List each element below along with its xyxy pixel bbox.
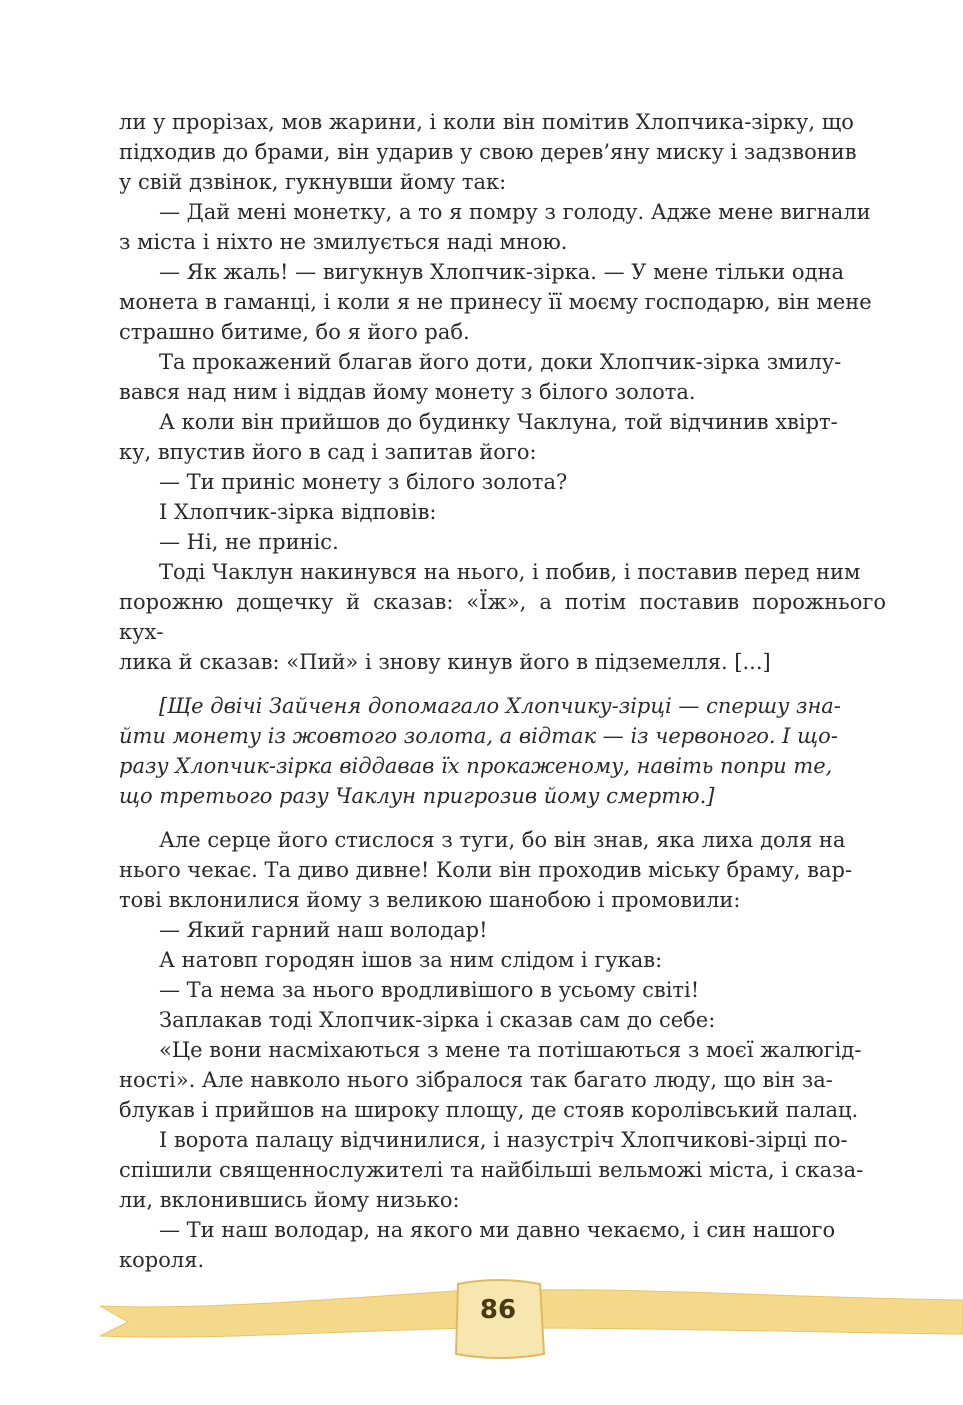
ribbon-right [526, 1290, 963, 1334]
paragraph: ли у прорізах, мов жарини, і коли він помітив Хлопчика-зірку, що підходив до брами, він ударив у свою дерев’яну миску і задзвонив у свій дзвінок, гукнувши йому так: [119, 110, 857, 194]
editorial-note: [Ще двічі Зайченя допомагало Хлопчику-зірці — спершу зна- йти монету із жовтого золота, а відтак — із червоного. І що- разу Хлопчик-зірка віддавав їх прокаженому, навіть попри те, що третього разу Чаклун пригрозив йому смертю.] [119, 694, 841, 808]
paragraph: А натовп городян ішов за ним слідом і гукав: [159, 948, 663, 972]
body-text [119, 107, 886, 1275]
paragraph: — Який гарний наш володар! [159, 918, 488, 942]
paragraph: Заплакав тоді Хлопчик-зірка і сказав сам до себе: [159, 1008, 716, 1032]
paragraph: Але серце його стислося з туги, бо він знав, яка лиха доля на нього чекає. Та диво дивне! Коли він проходив міську браму, вар- тові вклонилися йому з великою шанобою і промовили: [119, 828, 853, 912]
ribbon-left [100, 1290, 470, 1337]
paragraph: І Хлопчик-зірка відповів: [159, 500, 437, 524]
paragraph: Тоді Чаклун накинувся на нього, і побив, і поставив перед ним порожню дощечку й сказав: «Їж», а потім поставив порожнього кух- лика й сказав: «Пий» і знову кинув його в підземелля. [...] [119, 560, 886, 674]
paragraph: — Ти наш володар, на якого ми давно чекаємо, і син нашого короля. [119, 1218, 836, 1272]
page-number: 86 [479, 1295, 517, 1325]
paragraph: А коли він прийшов до будинку Чаклуна, той відчинив хвірт- ку, впустив його в сад і запитав його: [119, 410, 838, 464]
paragraph: — Дай мені монетку, а то я помру з голоду. Адже мене вигнали з міста і ніхто не змилується наді мною. [119, 200, 871, 254]
paragraph: Та прокажений благав його доти, доки Хлопчик-зірка змилу- вався над ним і віддав йому монету з білого золота. [119, 350, 842, 404]
paragraph: — Як жаль! — вигукнув Хлопчик-зірка. — У мене тільки одна монета в гаманці, і коли я не принесу її моєму господарю, він мене страшно битиме, бо я його раб. [119, 260, 872, 344]
paragraph: «Це вони насміхаються з мене та потішаються з моєї жалюгід- ності». Але навколо нього зібралося так багато люду, що він за- блукав і прийшов на широку площу, де стояв королівський палац. [119, 1038, 862, 1122]
paragraph: І ворота палацу відчинилися, і назустріч Хлопчикові-зірці по- спішили священнослужителі та найбільші вельможі міста, і сказа- ли, вклонившись йому низько: [119, 1128, 864, 1212]
paragraph: — Та нема за нього вродливішого в усьому світі! [159, 978, 700, 1002]
paragraph: — Ти приніс монету з білого золота? [159, 470, 568, 494]
paragraph: — Ні, не приніс. [159, 530, 339, 554]
